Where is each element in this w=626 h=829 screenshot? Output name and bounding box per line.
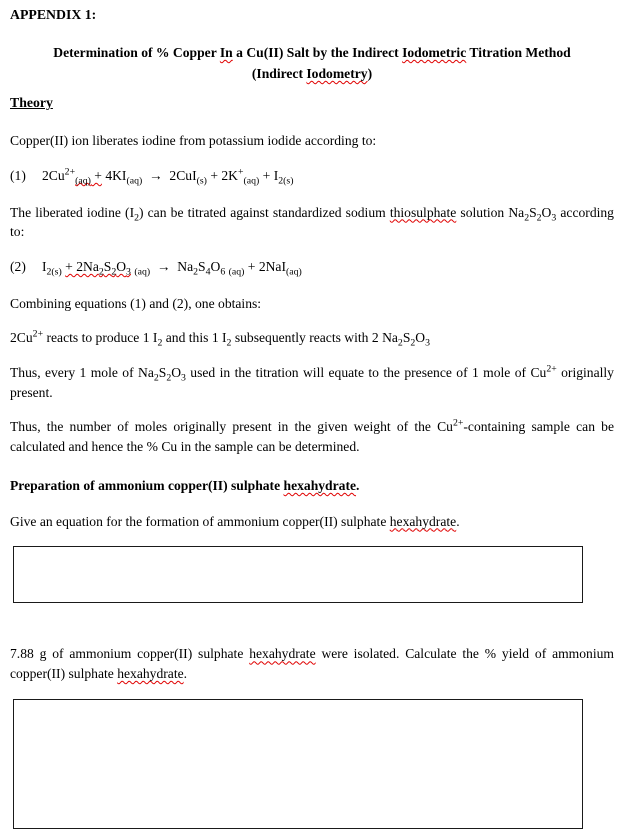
paragraph-liberated-iodine: The liberated iodine $(I_2)$ can be titrated against standardized sodium thiosulphate solution $Na_2S_2O_3$ according to: [10, 204, 614, 240]
equation-1: (1) $2Cu^{2+}_{(aq)} + 4KI_{(aq)} \to 2CuI_{(s)} + 2K^+_{(aq)} + I_{2(s)}$ [10, 166, 294, 187]
paragraph-thus-mole: Thus, every 1 mole of $Na_2S_2O_3$ used in the titration will equate to the presence of 1 mole of $Cu^{2+}$ originally present. [10, 363, 614, 400]
paragraph-combining: Combining equations (1) and (2), one obtains: [10, 295, 262, 311]
appendix-heading: APPENDIX 1: [10, 7, 97, 22]
paragraph-reacts: $2Cu^{2+}$ reacts to produce 1 $I_2$ and this 1 $I_2$ subsequently reacts with 2 $Na_2S_2O_3$ [10, 328, 430, 350]
document-title [10, 42, 614, 84]
preparation-heading: Preparation of ammonium copper(II) sulphate hexahydrate. [10, 477, 360, 493]
paragraph-yield-question: 7.88 g of ammonium copper(II) sulphate hexahydrate were isolated. Calculate the % yield of ammonium copper(II) sulphate hexahydrate. [10, 646, 614, 681]
title-line-1: Determination of % Copper In a Cu(II) Salt by the Indirect Iodometric Titration Method [53, 45, 571, 60]
paragraph-thus-moles: Thus, the number of moles originally present in the given weight of the $Cu^{2+}$-containing sample can be calculated and hence the % Cu in the sample can be determined. [10, 417, 614, 455]
equation-2: (2) $I_{2(s)} + 2Na_2S_2O_3$ $_{(aq)} \to Na_2S_4O_6$ $_{(aq)}$ + 2NaI$_{(aq)}$ [10, 258, 302, 278]
answer-box-yield[interactable] [13, 699, 583, 829]
paragraph-give-equation: Give an equation for the formation of ammonium copper(II) sulphate hexahydrate. [10, 513, 460, 529]
theory-heading: Theory [10, 95, 53, 111]
answer-box-equation[interactable] [13, 546, 583, 603]
title-line-2: (Indirect Iodometry) [251, 66, 373, 82]
paragraph-intro: Copper(II) ion liberates iodine from potassium iodide according to: [10, 133, 377, 149]
